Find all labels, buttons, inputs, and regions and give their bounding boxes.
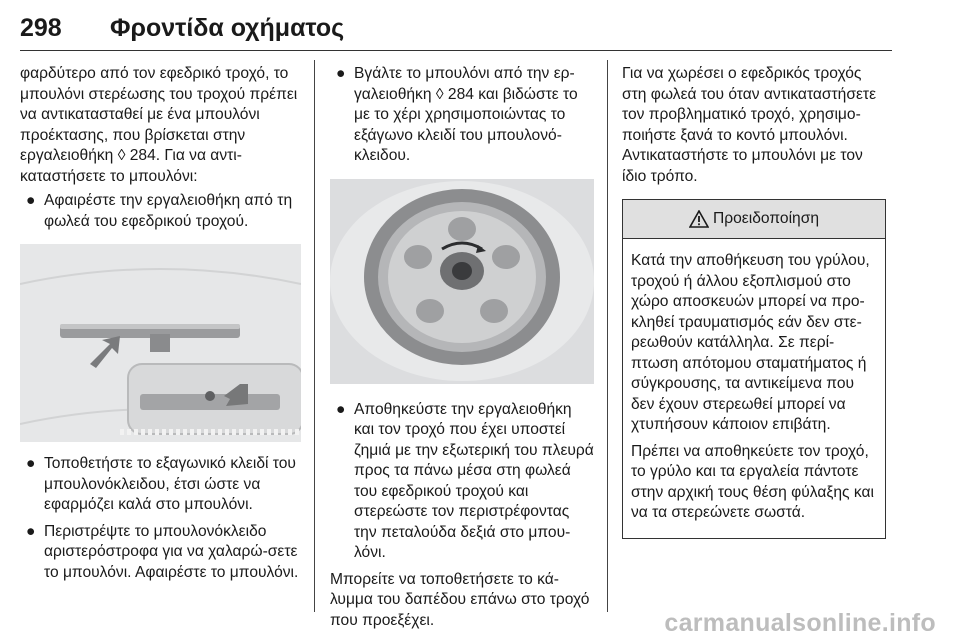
reference-arrow-icon: ◊ [117, 147, 126, 164]
watermark: carmanualsonline.info [664, 609, 936, 637]
bullet-icon: ● [26, 455, 36, 472]
page-number: 298 [20, 14, 62, 42]
column-3 [622, 64, 886, 539]
bullet-icon: ● [26, 522, 36, 540]
page-header [20, 14, 344, 48]
reference-arrow-icon: ◊ [435, 85, 444, 103]
column-divider-1 [314, 60, 315, 612]
header-rule [20, 50, 892, 51]
bullet-icon: ● [336, 400, 346, 418]
column-1 [20, 64, 304, 589]
warning-triangle-icon [689, 210, 709, 228]
warning-paragraph-2: Πρέπει να αποθηκεύετε τον τροχό, το γρύλο και τα εργαλεία πάντοτε στην αρχική τους θέση φύλαξης και να τα στερεώνετε σωστά. [631, 442, 874, 521]
warning-paragraph-1: Κατά την αποθήκευση του γρύλου, τροχού ή άλλου εξοπλισμού στο χώρο αποσκευών μπορεί να προ-κληθεί τραυματισμός εάν δεν στε-ρεωθούν κατάλληλα. Σε περί-πτωση απότομου σταματήματος ή σύγκρουσης, τα αντικείμενα που δεν έχουν στερεωθεί μπορεί να χτυπήσουν κάποιον επιβάτη. [631, 252, 870, 433]
toolkit-illustration [20, 244, 301, 442]
bullet-icon: ● [336, 65, 346, 82]
page-title: Φροντίδα οχήματος [110, 14, 345, 42]
warning-box [622, 199, 886, 539]
bullet-icon: ● [26, 192, 36, 209]
cover-paragraph: Μπορείτε να τοποθετήσετε το κά-λυμμα του δαπέδου επάνω στο τροχό που προεξέχει. [330, 570, 590, 629]
warning-header [623, 200, 885, 239]
warning-body [623, 239, 885, 538]
column-divider-2 [607, 60, 608, 612]
list-item: ● Περιστρέψτε το μπουλονόκλειδο αριστερόστροφα για να χαλαρώ-σετε το μπουλόνι. Αφαιρέστε το μπουλόνι. [26, 522, 299, 581]
list-item: ● Βγάλτε το μπουλόνι από την ερ-γαλειοθήκη ◊ 284 και βιδώστε το με το χέρι χρησιμοποιώντας το εξάγωνο κλειδί του μπουλονό-κλειδου. [336, 65, 578, 164]
list-item: ● Αφαιρέστε την εργαλειοθήκη από τη φωλεά του εφεδρικού τροχού. [26, 192, 293, 230]
column-2 [330, 64, 594, 635]
spare-wheel-illustration [330, 179, 594, 384]
reuse-bolt-paragraph: Για να χωρέσει ο εφεδρικός τροχός στη φωλεά του όταν αντικαταστήσετε τον προβληματικό τροχό, χρησιμο-ποιήστε ξανά το κοντό μπουλόνι. Αντικαταστήστε το μπουλόνι με τον ίδιο τρόπο. [622, 65, 877, 185]
intro-paragraph: φαρδύτερο από τον εφεδρικό τροχό, το μπουλόνι στερέωσης του τροχού πρέπει να αντικατασταθεί με ένα μπουλόνι προέκτασης, που βρίσκεται στην εργαλειοθήκη ◊ 284. Για να αντι-καταστήσετε το μπουλόνι: [20, 65, 298, 185]
list-item: ● Τοποθετήστε το εξαγωνικό κλειδί του μπουλονόκλειδου, έτσι ώστε να εφαρμόζει καλά στο μπουλόνι. [26, 455, 296, 513]
list-item: ● Αποθηκεύστε την εργαλειοθήκη και τον τροχό που έχει υποστεί ζημιά με την εξωτερική του πλευρά προς τα πάνω μέσα στη φωλεά του εφεδρικού τροχού και στερεώστε τον περιστρέφοντας την πεταλούδα δεξιά στο μπου-λόνι. [336, 400, 594, 561]
warning-title: Προειδοποίηση [713, 209, 819, 227]
